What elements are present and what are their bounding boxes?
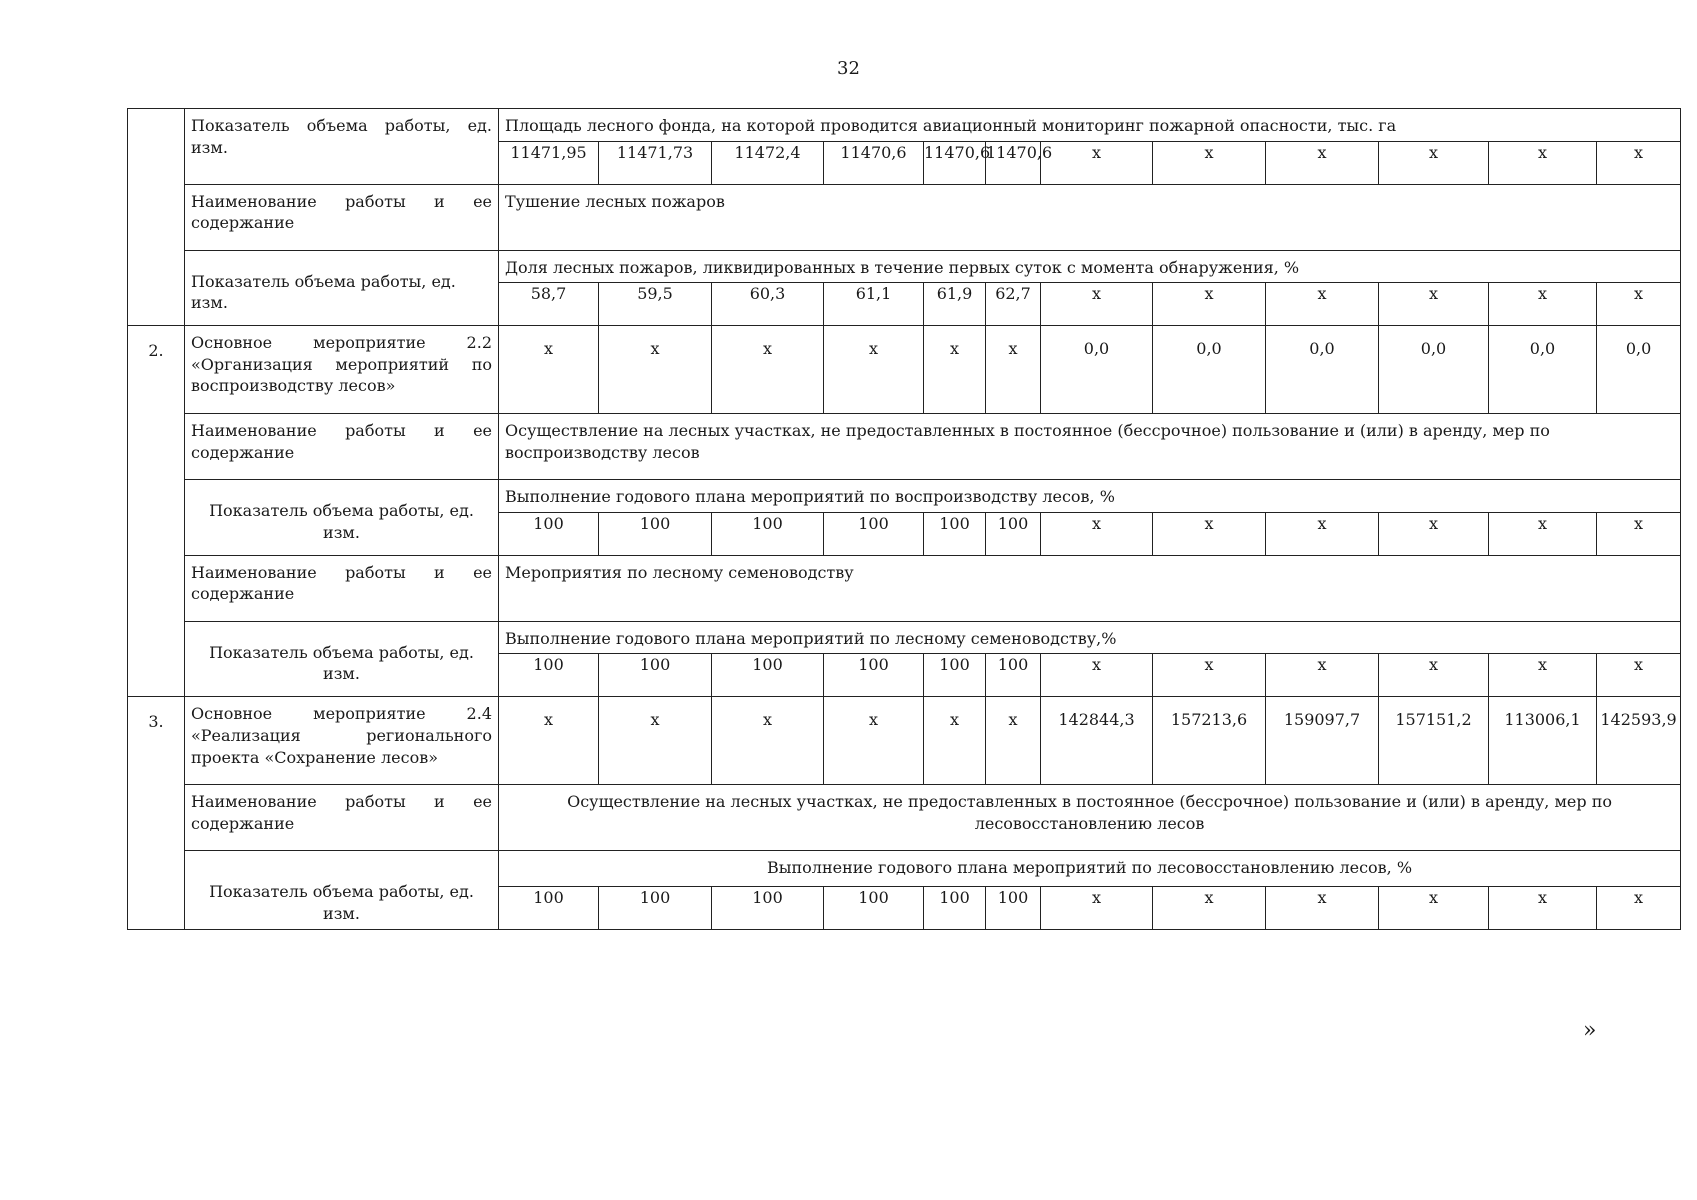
- value-cell: 100: [986, 886, 1041, 929]
- value-cell: x: [1266, 654, 1379, 697]
- value-cell: 157213,6: [1153, 697, 1266, 785]
- value-cell: x: [1153, 141, 1266, 184]
- table-row: [128, 555, 1681, 621]
- table-row: [128, 851, 1681, 886]
- value-cell: 0,0: [1379, 326, 1489, 414]
- volume-indicator-label: Показатель объема работы, ед. изм.: [185, 851, 499, 929]
- table-row: [128, 480, 1681, 513]
- value-cell: 100: [924, 512, 986, 555]
- value-cell: x: [599, 326, 712, 414]
- value-cell: x: [1266, 283, 1379, 326]
- value-cell: x: [499, 697, 599, 785]
- value-cell: 100: [712, 654, 824, 697]
- work-text: Осуществление на лесных участках, не предоставленных в постоянное (бессрочное) пользование и (или) в аренду, мер по воспроизводству лесов: [499, 414, 1681, 480]
- value-cell: x: [824, 326, 924, 414]
- value-cell: 0,0: [1266, 326, 1379, 414]
- work-text: Осуществление на лесных участках, не предоставленных в постоянное (бессрочное) пользование и (или) в аренду, мер по лесовосстановлению лесов: [499, 785, 1681, 851]
- section-number: 3.: [128, 697, 185, 929]
- value-cell: x: [712, 697, 824, 785]
- volume-indicator-label: Показатель объема работы, ед. изм.: [185, 109, 499, 185]
- section-number: 2.: [128, 326, 185, 697]
- table-row: [128, 414, 1681, 480]
- value-cell: x: [1489, 654, 1597, 697]
- value-cell: x: [1489, 512, 1597, 555]
- value-cell: x: [1379, 141, 1489, 184]
- value-cell: 11470,6: [986, 141, 1041, 184]
- value-cell: x: [1597, 141, 1681, 184]
- value-cell: x: [1266, 512, 1379, 555]
- value-cell: 100: [499, 654, 599, 697]
- value-cell: x: [499, 326, 599, 414]
- table-row: [128, 184, 1681, 250]
- value-cell: 100: [712, 886, 824, 929]
- work-name-label: Наименование работы и ее содержание: [185, 555, 499, 621]
- value-cell: x: [1041, 283, 1153, 326]
- work-name-label: Наименование работы и ее содержание: [185, 785, 499, 851]
- measures-table: [127, 108, 1681, 930]
- value-cell: x: [1153, 283, 1266, 326]
- value-cell: x: [986, 326, 1041, 414]
- value-cell: 100: [824, 654, 924, 697]
- closing-quote-mark: »: [1583, 1018, 1597, 1043]
- value-cell: x: [1597, 283, 1681, 326]
- value-cell: x: [712, 326, 824, 414]
- value-cell: 100: [924, 886, 986, 929]
- value-cell: x: [1379, 512, 1489, 555]
- value-cell: 61,1: [824, 283, 924, 326]
- value-cell: 59,5: [599, 283, 712, 326]
- indicator-text: Выполнение годового плана мероприятий по лесовосстановлению лесов, %: [499, 851, 1681, 886]
- section-1-number-cell: [128, 109, 185, 326]
- value-cell: 157151,2: [1379, 697, 1489, 785]
- value-cell: 11470,6: [824, 141, 924, 184]
- value-cell: x: [1597, 654, 1681, 697]
- value-cell: x: [1489, 283, 1597, 326]
- value-cell: x: [1266, 886, 1379, 929]
- volume-indicator-label: Показатель объема работы, ед. изм.: [185, 250, 499, 326]
- measure-title: Основное мероприятие 2.4 «Реализация регионального проекта «Сохранение лесов»: [185, 697, 499, 785]
- value-cell: x: [1597, 886, 1681, 929]
- value-cell: 11470,6: [924, 141, 986, 184]
- value-cell: x: [1489, 141, 1597, 184]
- value-cell: 0,0: [1597, 326, 1681, 414]
- value-cell: x: [1153, 654, 1266, 697]
- value-cell: 100: [599, 512, 712, 555]
- value-cell: x: [1153, 512, 1266, 555]
- value-cell: x: [1379, 283, 1489, 326]
- value-cell: x: [1041, 886, 1153, 929]
- work-name-label: Наименование работы и ее содержание: [185, 414, 499, 480]
- value-cell: 0,0: [1153, 326, 1266, 414]
- measure-title: Основное мероприятие 2.2 «Организация мероприятий по воспроизводству лесов»: [185, 326, 499, 414]
- table-row: [128, 621, 1681, 654]
- value-cell: 100: [712, 512, 824, 555]
- table-row: [128, 326, 1681, 414]
- table-row: [128, 109, 1681, 142]
- value-cell: 11471,73: [599, 141, 712, 184]
- value-cell: 100: [824, 886, 924, 929]
- page-number: 32: [837, 58, 860, 79]
- table-row: [128, 697, 1681, 785]
- value-cell: 60,3: [712, 283, 824, 326]
- value-cell: x: [1379, 654, 1489, 697]
- value-cell: x: [1153, 886, 1266, 929]
- volume-indicator-label: Показатель объема работы, ед. изм.: [185, 480, 499, 556]
- table-row: [128, 785, 1681, 851]
- value-cell: x: [1489, 886, 1597, 929]
- value-cell: 100: [599, 654, 712, 697]
- value-cell: x: [1041, 512, 1153, 555]
- value-cell: x: [599, 697, 712, 785]
- value-cell: 100: [499, 512, 599, 555]
- value-cell: 100: [499, 886, 599, 929]
- value-cell: x: [1041, 141, 1153, 184]
- indicator-text: Выполнение годового плана мероприятий по лесному семеноводству,%: [499, 621, 1681, 654]
- value-cell: 0,0: [1489, 326, 1597, 414]
- volume-indicator-label: Показатель объема работы, ед. изм.: [185, 621, 499, 697]
- value-cell: 142844,3: [1041, 697, 1153, 785]
- value-cell: 100: [599, 886, 712, 929]
- value-cell: x: [1041, 654, 1153, 697]
- value-cell: 11472,4: [712, 141, 824, 184]
- value-cell: 61,9: [924, 283, 986, 326]
- value-cell: 0,0: [1041, 326, 1153, 414]
- value-cell: 159097,7: [1266, 697, 1379, 785]
- value-cell: x: [986, 697, 1041, 785]
- value-cell: 100: [824, 512, 924, 555]
- value-cell: x: [824, 697, 924, 785]
- table-row: [128, 250, 1681, 283]
- value-cell: x: [924, 326, 986, 414]
- indicator-text: Доля лесных пожаров, ликвидированных в течение первых суток с момента обнаружения, %: [499, 250, 1681, 283]
- indicator-text: Выполнение годового плана мероприятий по воспроизводству лесов, %: [499, 480, 1681, 513]
- value-cell: 100: [986, 512, 1041, 555]
- value-cell: 142593,9: [1597, 697, 1681, 785]
- value-cell: 58,7: [499, 283, 599, 326]
- work-text: Тушение лесных пожаров: [499, 184, 1681, 250]
- value-cell: 100: [924, 654, 986, 697]
- work-text: Мероприятия по лесному семеноводству: [499, 555, 1681, 621]
- value-cell: x: [924, 697, 986, 785]
- value-cell: 11471,95: [499, 141, 599, 184]
- value-cell: 100: [986, 654, 1041, 697]
- value-cell: 113006,1: [1489, 697, 1597, 785]
- work-name-label: Наименование работы и ее содержание: [185, 184, 499, 250]
- value-cell: x: [1379, 886, 1489, 929]
- value-cell: 62,7: [986, 283, 1041, 326]
- value-cell: x: [1597, 512, 1681, 555]
- value-cell: x: [1266, 141, 1379, 184]
- indicator-text: Площадь лесного фонда, на которой проводится авиационный мониторинг пожарной опасности, тыс. га: [499, 109, 1681, 142]
